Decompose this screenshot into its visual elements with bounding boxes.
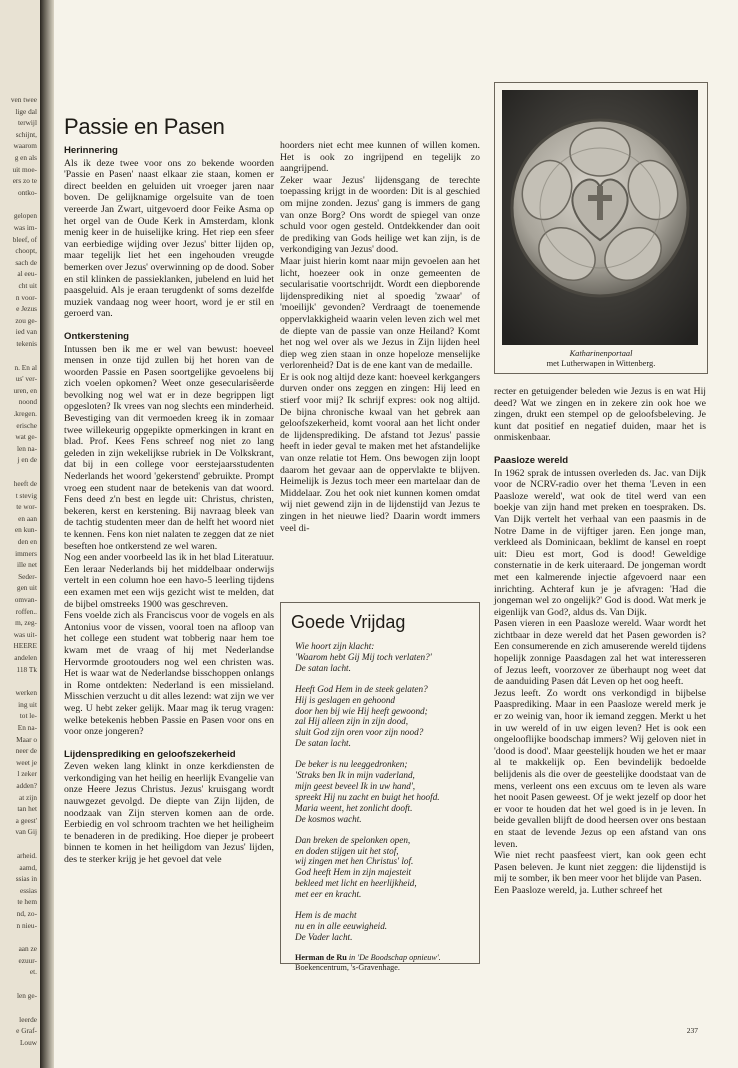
poem-publisher: Boekencentrum, 's-Gravenhage.: [295, 962, 400, 972]
poem-line: 'Waarom hebt Gij Mij toch verlaten?': [295, 651, 432, 662]
left-page-fragment: was im-: [13, 223, 37, 232]
book-gutter: [40, 0, 54, 1068]
left-page-fragment: werken: [15, 688, 37, 698]
left-page-fragment: ontko-: [17, 187, 37, 197]
poem-line: nu en in alle eeuwigheid.: [295, 920, 388, 931]
left-page-fragment: bleef, of: [12, 234, 37, 244]
left-page-fragment: tot le-: [19, 711, 37, 721]
paragraph: Wie niet recht paasfeest viert, kan ook geen echt Pasen beleven. Je kunt niet zeggen: die lijdenstijd is mij te somber, ik ben meer voor het blijde van Pasen.: [494, 850, 706, 885]
left-page-fragment: Louw: [19, 1037, 37, 1047]
left-page-fragment: l zeker: [17, 769, 37, 779]
poem-stanzas: [291, 641, 469, 943]
left-page-fragment: gen uit: [16, 583, 37, 593]
caption-title: Katharinenportaal: [569, 349, 633, 358]
poem-line: Hem is de macht: [295, 910, 357, 921]
caption-subtitle: met Lutherwapen in Wittenberg.: [546, 359, 656, 368]
left-page-fragment: t stevig: [15, 490, 37, 500]
left-page-fragment: a geest': [15, 815, 37, 825]
left-page-fragment: ezuur-: [18, 955, 37, 965]
poem-line: De beker is nu leeggedronken;: [295, 759, 408, 770]
subheading-ontkerstening: Ontkerstening: [64, 330, 130, 342]
left-page-fragment: ven twee: [10, 95, 37, 104]
poem-line: God heeft Hem in zijn majesteit: [295, 867, 412, 878]
left-page-fragment: et.: [29, 967, 37, 977]
left-page-fragment: was uit-: [13, 629, 37, 639]
left-page-fragment: zou ge-: [15, 315, 37, 325]
left-page-fragment: heeft de: [13, 479, 37, 488]
paragraph: Maar juist hierin komt naar mijn gevoelen aan het licht, hoezeer ook in onze gemeenten de secularisatie voortschrijdt. Wordt een diepborende lijdensprediking niet al spoedig 'zwaar' of 'moeilijk' gevonden? Verdraagt de toenemende oppervlakkigheid waarin velen leven zich wel met de diepte van de passie van onze Heiland? Komt het nog wel over als we Jezus in Zijn lijden heel diep weg zien staan in onze hopeloze menselijke verlorenheid? Dat is de ene kant van de medaille.: [280, 255, 480, 372]
left-page-fragment: en kun-: [14, 525, 37, 535]
left-page-fragment: aamd,: [19, 862, 37, 872]
left-page-fragment: wat ge-: [15, 432, 37, 442]
left-page-edge: [0, 0, 40, 1068]
left-page-fragment: choopt,: [15, 246, 37, 256]
poem-credit: [295, 953, 469, 973]
article-column-1: [64, 115, 274, 866]
left-page-fragment: al eeu-: [17, 269, 37, 279]
paragraph: Zeven weken lang klinkt in onze kerkdiensten de verkondiging van het heilig en heerlijk Evangelie van onze Heere Jezus Christus. Jezus' kruisgang wordt nauwgezet gevolgd. De diepte van Zijn lijden, de noodzaak van Zijn sterven komen aan de orde. Eerbiedig en vol schroom trachten we het heiligheim te benaderen in de prediking. Hoe dieper je probeert binnen te komen in het heiligdom van Jezus' lijden, des te sterker krijg je het gevoel dat vele: [64, 761, 274, 866]
paragraph: Er is ook nog altijd deze kant: hoeveel kerkgangers durven onder ons zeggen en zingen: Hij leed en stierf voor mij? Ik schrijf expres: ook nog altijd. De bijna chronische kwaal van het gebrek aan geloofszekerheid, komt vooral aan het licht onder de lijdensprediking. De afstand tot Jezus' passie heeft in ieder geval te maken met het afstandelijke van onze relatie tot Hem. Ons bewogen zijn loopt daarom het gevaar aan de oppervlakte te blijven. Heimelijk is Jezus toch meer een martelaar dan de Middelaar. Zou het ook niet kunnen komen omdat wij niet gewend zijn in de lijdenstijd van Jezus te zingen in het nieuwe lied? Daarin wordt immers veel di-: [280, 371, 480, 534]
left-page-fragment: weet je: [16, 757, 37, 767]
left-page-fragment: us' ver-: [15, 374, 37, 384]
article-title: Passie en Pasen: [64, 114, 225, 139]
subheading-herinnering: Herinnering: [64, 145, 118, 156]
left-page-fragment: ers zo te: [12, 176, 37, 186]
left-page-fragment: waarom: [13, 141, 37, 151]
left-page-fragment: cht uit: [18, 281, 37, 290]
left-page-fragment: HEERE: [13, 641, 37, 651]
paragraph: Een Paasloze wereld, ja. Luther schreef het: [494, 884, 663, 896]
left-page-fragment: schijnt,: [15, 129, 37, 139]
left-page-fragment: len ge-: [16, 991, 37, 1000]
left-page-fragment: len na-: [16, 443, 37, 453]
poem-line: De satan lacht.: [295, 662, 351, 673]
left-page-fragment: Maar o: [16, 734, 37, 744]
left-page-fragment: omvan-: [14, 595, 37, 604]
poem-source: in 'De Boodschap opnieuw'.: [348, 952, 441, 962]
paragraph: hoorders niet echt mee kunnen of willen komen. Het is ook zo ingrijpend en tegelijk zo aangrijpend.: [280, 140, 480, 175]
paragraph: recter en getuigender beleden wie Jezus is en wat Hij deed? Wat we zingen en in zekere zin ook hoe we zingen, drukt een stempel op de geloofsbeleving. Je kunt dat positief en negatief duiden, maar het is onmiskenbaar.: [494, 386, 706, 444]
left-page-fragment: te hem: [17, 897, 37, 907]
left-page-fragment: ille net: [16, 560, 37, 570]
poem-line: De Vader lacht.: [295, 931, 353, 942]
poem-stanza: [295, 759, 469, 824]
left-page-fragment: en aan: [18, 513, 37, 523]
paragraph: Nog een ander voorbeeld las ik in het blad Literatuur. Een leraar Nederlands bij het middelbaar onderwijs vertelt in een column hoe een havo-5 leerling tijdens een examen met een wijs gezicht wist te melden, dat de bijbel omstreeks 1900 was geschreven.: [64, 552, 274, 610]
poem-line: met eer en kracht.: [295, 889, 362, 900]
poem-line: Heeft God Hem in de steek gelaten?: [295, 683, 428, 694]
poem-line: Dan breken de spelonken open,: [295, 834, 411, 845]
left-page-fragment: gelopen: [13, 211, 37, 221]
left-page-fragment: lige dal: [15, 106, 37, 116]
left-page-fragment: aan ze: [18, 944, 37, 954]
left-page-fragment: m, zeg-: [15, 618, 37, 628]
poem-line: sluit God zijn oren voor zijn nood?: [295, 727, 424, 738]
poem-line: wij zingen met hen Christus' lof.: [295, 856, 414, 867]
left-page-fragment: nd, zo-: [16, 909, 37, 918]
paragraph: Als ik deze twee voor ons zo bekende woorden 'Passie en Pasen' naast elkaar zie staan, komen er direct beelden en geluiden uit vroeger jaren naar boven. De gelijknamige orgelsuite van de toen vereerde Jan Zwart, uitgevoerd door Feike Asma op het orgel van de Oude Kerk in Amsterdam, klonk menig keer in de huiselijke kring. Het riep een sfeer van eerbiedige wijding over Jezus' bitter lijden op, maar tegelijk liet het een ingehouden vreugde bemerken over Jezus' overwinning op de dood. Sober en stil klinken de passieklanken, jubelend en luid het paasgeluid. Als je eraan terugdenkt of soms dezelfde muziek vandaag nog weer hoort, word je er stil en geroerd van.: [64, 157, 274, 320]
left-page-fragment: leerde: [19, 1014, 37, 1024]
poem-stanza: [295, 835, 469, 900]
poem-box: [280, 602, 480, 972]
left-page-fragment: e Graf-: [16, 1026, 37, 1036]
paragraph: Fens voelde zich als Franciscus voor de vogels en als Antonius voor de vissen, vooral toen na afloop van het college een student wat tobberig naar hem toe kwam met de vraag of hij met Nederlandse Hervormde grootouders nog wel een christen was. Het is waar wat de Nederlandse bisschoppen onlangs in Rome ontdekten: Nederland is een missieland. Misschien verzucht u dit alles lezend: wat zijn we ver weg. U hebt zeker gelijk. Maar mag ik terug vragen: welke betekenis hebben Passie en Pasen voor ons en voor onze jongeren?: [64, 610, 274, 738]
subheading-lijdensprediking: Lijdensprediking en geloofszekerheid: [64, 748, 236, 760]
poem-line: De kosmos wacht.: [295, 813, 362, 824]
left-page-fragment: sach de: [15, 257, 37, 267]
left-page-fragment: uit moe-: [12, 164, 37, 174]
left-page-fragment: roffen..: [15, 606, 37, 616]
left-page-fragment: neer de: [15, 746, 37, 756]
magazine-page: [54, 0, 738, 1068]
poem-line: zal Hij alleen zijn in zijn dood,: [295, 716, 409, 727]
left-page-fragment: En na-: [17, 723, 37, 732]
left-page-fragment: Seder-: [18, 571, 37, 581]
left-page-fragment: noond: [18, 397, 37, 407]
page-number: 237: [686, 1026, 698, 1035]
photo-box: [494, 82, 708, 374]
poem-line: en doden stijgen uit het stof,: [295, 845, 399, 856]
left-page-fragment: adden?: [16, 781, 37, 790]
poem-stanza: [295, 641, 469, 674]
left-page-fragment: essias: [19, 885, 37, 895]
poem-line: Maria weent, het zonlicht dooft.: [295, 802, 413, 813]
article-column-2: [280, 140, 480, 534]
left-page-fragment: g en als: [14, 153, 37, 162]
poem-line: mijn geest beveel Ik in uw hand',: [295, 780, 416, 791]
subheading-paasloze-wereld: Paasloze wereld: [494, 454, 569, 466]
poem-line: De satan lacht.: [295, 738, 351, 749]
left-page-fragment: .kregen.: [13, 409, 37, 418]
left-page-fragment: andelen: [14, 653, 37, 662]
left-page-fragment: uren, en: [13, 385, 37, 395]
paragraph: In 1962 sprak de intussen overleden ds. Jac. van Dijk voor de NCRV-radio over het thema 'Leven in een Paasloze wereld', wat ook de titel werd van een boekje van zijn hand met preken en toespraken. Ds. Van Dijk vertelt het verhaal van een paasmis in de Notre Dame in de vijftiger jaren. Een jonge man, verkleed als Dominicaan, beklimt de kansel en roept uit: Dieu est mort, God is dood! Geweldige consternatie in de kerk uiteraard. De jongeman wordt met een kalmerende injectie afgevoerd naar een inrichting. Achteraf kun je je afvragen: 'Had die jongeman wel zo ongelijk?' God is dood. Wat merk je eigenlijk van God?, aldus ds. Van Dijk.: [494, 467, 706, 618]
left-page-fragment: erische: [16, 420, 37, 430]
left-page-fragment: ied van: [15, 327, 37, 337]
left-page-fragment: te wor-: [16, 502, 37, 512]
poem-line: spreekt Hij nu zacht en buigt het hoofd.: [295, 791, 440, 802]
left-page-fragment: tan het: [17, 804, 37, 814]
poem-line: door hen bij wie Hij heeft gewoond;: [295, 705, 428, 716]
poem-stanza: [295, 910, 469, 943]
photo-caption: [495, 349, 707, 369]
left-page-fragment: immers: [15, 548, 37, 558]
left-page-fragment: ssias in: [15, 874, 37, 884]
left-page-fragment: at zijn: [18, 792, 37, 802]
paragraph: Pasen vieren in een Paasloze wereld. Waar wordt het zichtbaar in deze wereld dat het Pasen geworden is? Een consumerende en zich amuserende wereld tijdens hopelijk zonnige Paasdagen zal het wat interesseren of Jezus leeft, voorzover ze überhaupt nog weet dat de aanduiding Pasen dát Leven op het oog heeft.: [494, 618, 706, 688]
left-page-fragment: terwijl: [17, 118, 37, 128]
paragraph: Intussen ben ik me er wel van bewust: hoeveel mensen in onze tijd zullen bij het horen van de woorden Passie en Pasen soortgelijke gevoelens bij zich voelen opkomen? Weet onze gesecularisëerde bevolking nog wel wat er in deze begrippen ligt opgesloten? Ik vrees van nog slechts een minderheid. Bevestiging van dit vermoeden kreeg ik in zomaar twee willekeurig opgepikte opmerkingen in krant en blad. Prof. Kees Fens schreef nog niet zo lang geleden in zijn wekelijkse rubriek in De Volkskrant, dat bij in een college voor eerstejaarsstudenten Nederlands het woord 'gekerstend' gebruikte. Prompt vroeg een student naar de betekenis van dat woord. Fens deed z'n best en legde uit: Christus, christen, bekeren, kerst en kerstening. Bij navraag bleek van de tachtig studenten meer dan de helft het woord niet te kennen. Fens kon niet nalaten te zeggen dat ze niet beseften hoe ontkerstend ze wel waren.: [64, 343, 274, 552]
left-page-fragment: ing uit: [18, 699, 37, 709]
left-page-fragment: van Gij: [15, 827, 37, 837]
paragraph: Zeker waar Jezus' lijdensgang de terechte toepassing krijgt in de woorden: Dit is al geschied om mijne zonden. Jezus' gang is immers de gang van onze Borg? Ons wordt de spiegel van onze schuld voor ogen gesteld. Ontdekkender dan ooit de prediking van Gods heilige wet kan zijn, is de verkondiging van Jezus' dood.: [280, 174, 480, 256]
poem-line: 'Straks ben Ik in mijn vaderland,: [295, 770, 415, 781]
left-page-fragment: n nieu-: [16, 920, 37, 930]
left-page-fragment: n voor-: [15, 292, 37, 302]
poem-line: bekleed met licht en heerlijkheid,: [295, 878, 417, 889]
poem-title: Goede Vrijdag: [291, 612, 406, 632]
poem-author: Herman de Ru: [295, 952, 347, 962]
luther-rose-image: [502, 90, 698, 345]
rose-relief-photo: [502, 90, 698, 345]
poem-line: Hij is geslagen en gehoond: [295, 694, 396, 705]
left-page-fragment: arheid.: [16, 851, 37, 860]
left-page-fragment: n. En al: [14, 362, 37, 372]
poem-stanza: [295, 684, 469, 749]
poem-line: Wie hoort zijn klacht:: [295, 641, 375, 651]
left-page-fragment: tekenis: [16, 339, 37, 348]
left-page-fragment: den en: [17, 537, 37, 546]
left-page-fragment: 118 Tk: [16, 664, 37, 674]
paragraph: Jezus leeft. Zo wordt ons verkondigd in bijbelse Paasprediking. Maar in een Paasloze wereld merk je er zo weinig van, hoor ik iemand zeggen. Merkt u het in uw wereld of in uw eigen leven? Het is ook een ongelooflijke boodschap immers? Wij geloven niet in 'dood is dood'. Maar geestelijk houden we het er maar al te makkelijk op. Een bevindelijk bedoelde belijdenis als die over de geestelijke doodstaat van de mens, verleent ons een excuus om te leven als ware het nooit Pasen geweest. Of je wekt jezelf op door het er voor te houden dat het wel goed is in je leven. In beide gevallen blijft de dood heersen over ons bestaan en staat de levende Jezus op een afstand van ons leven.: [494, 687, 706, 850]
article-column-3: [494, 386, 706, 897]
left-page-fragment: j en de: [17, 455, 37, 465]
left-page-fragment: e Jezus: [16, 304, 37, 314]
